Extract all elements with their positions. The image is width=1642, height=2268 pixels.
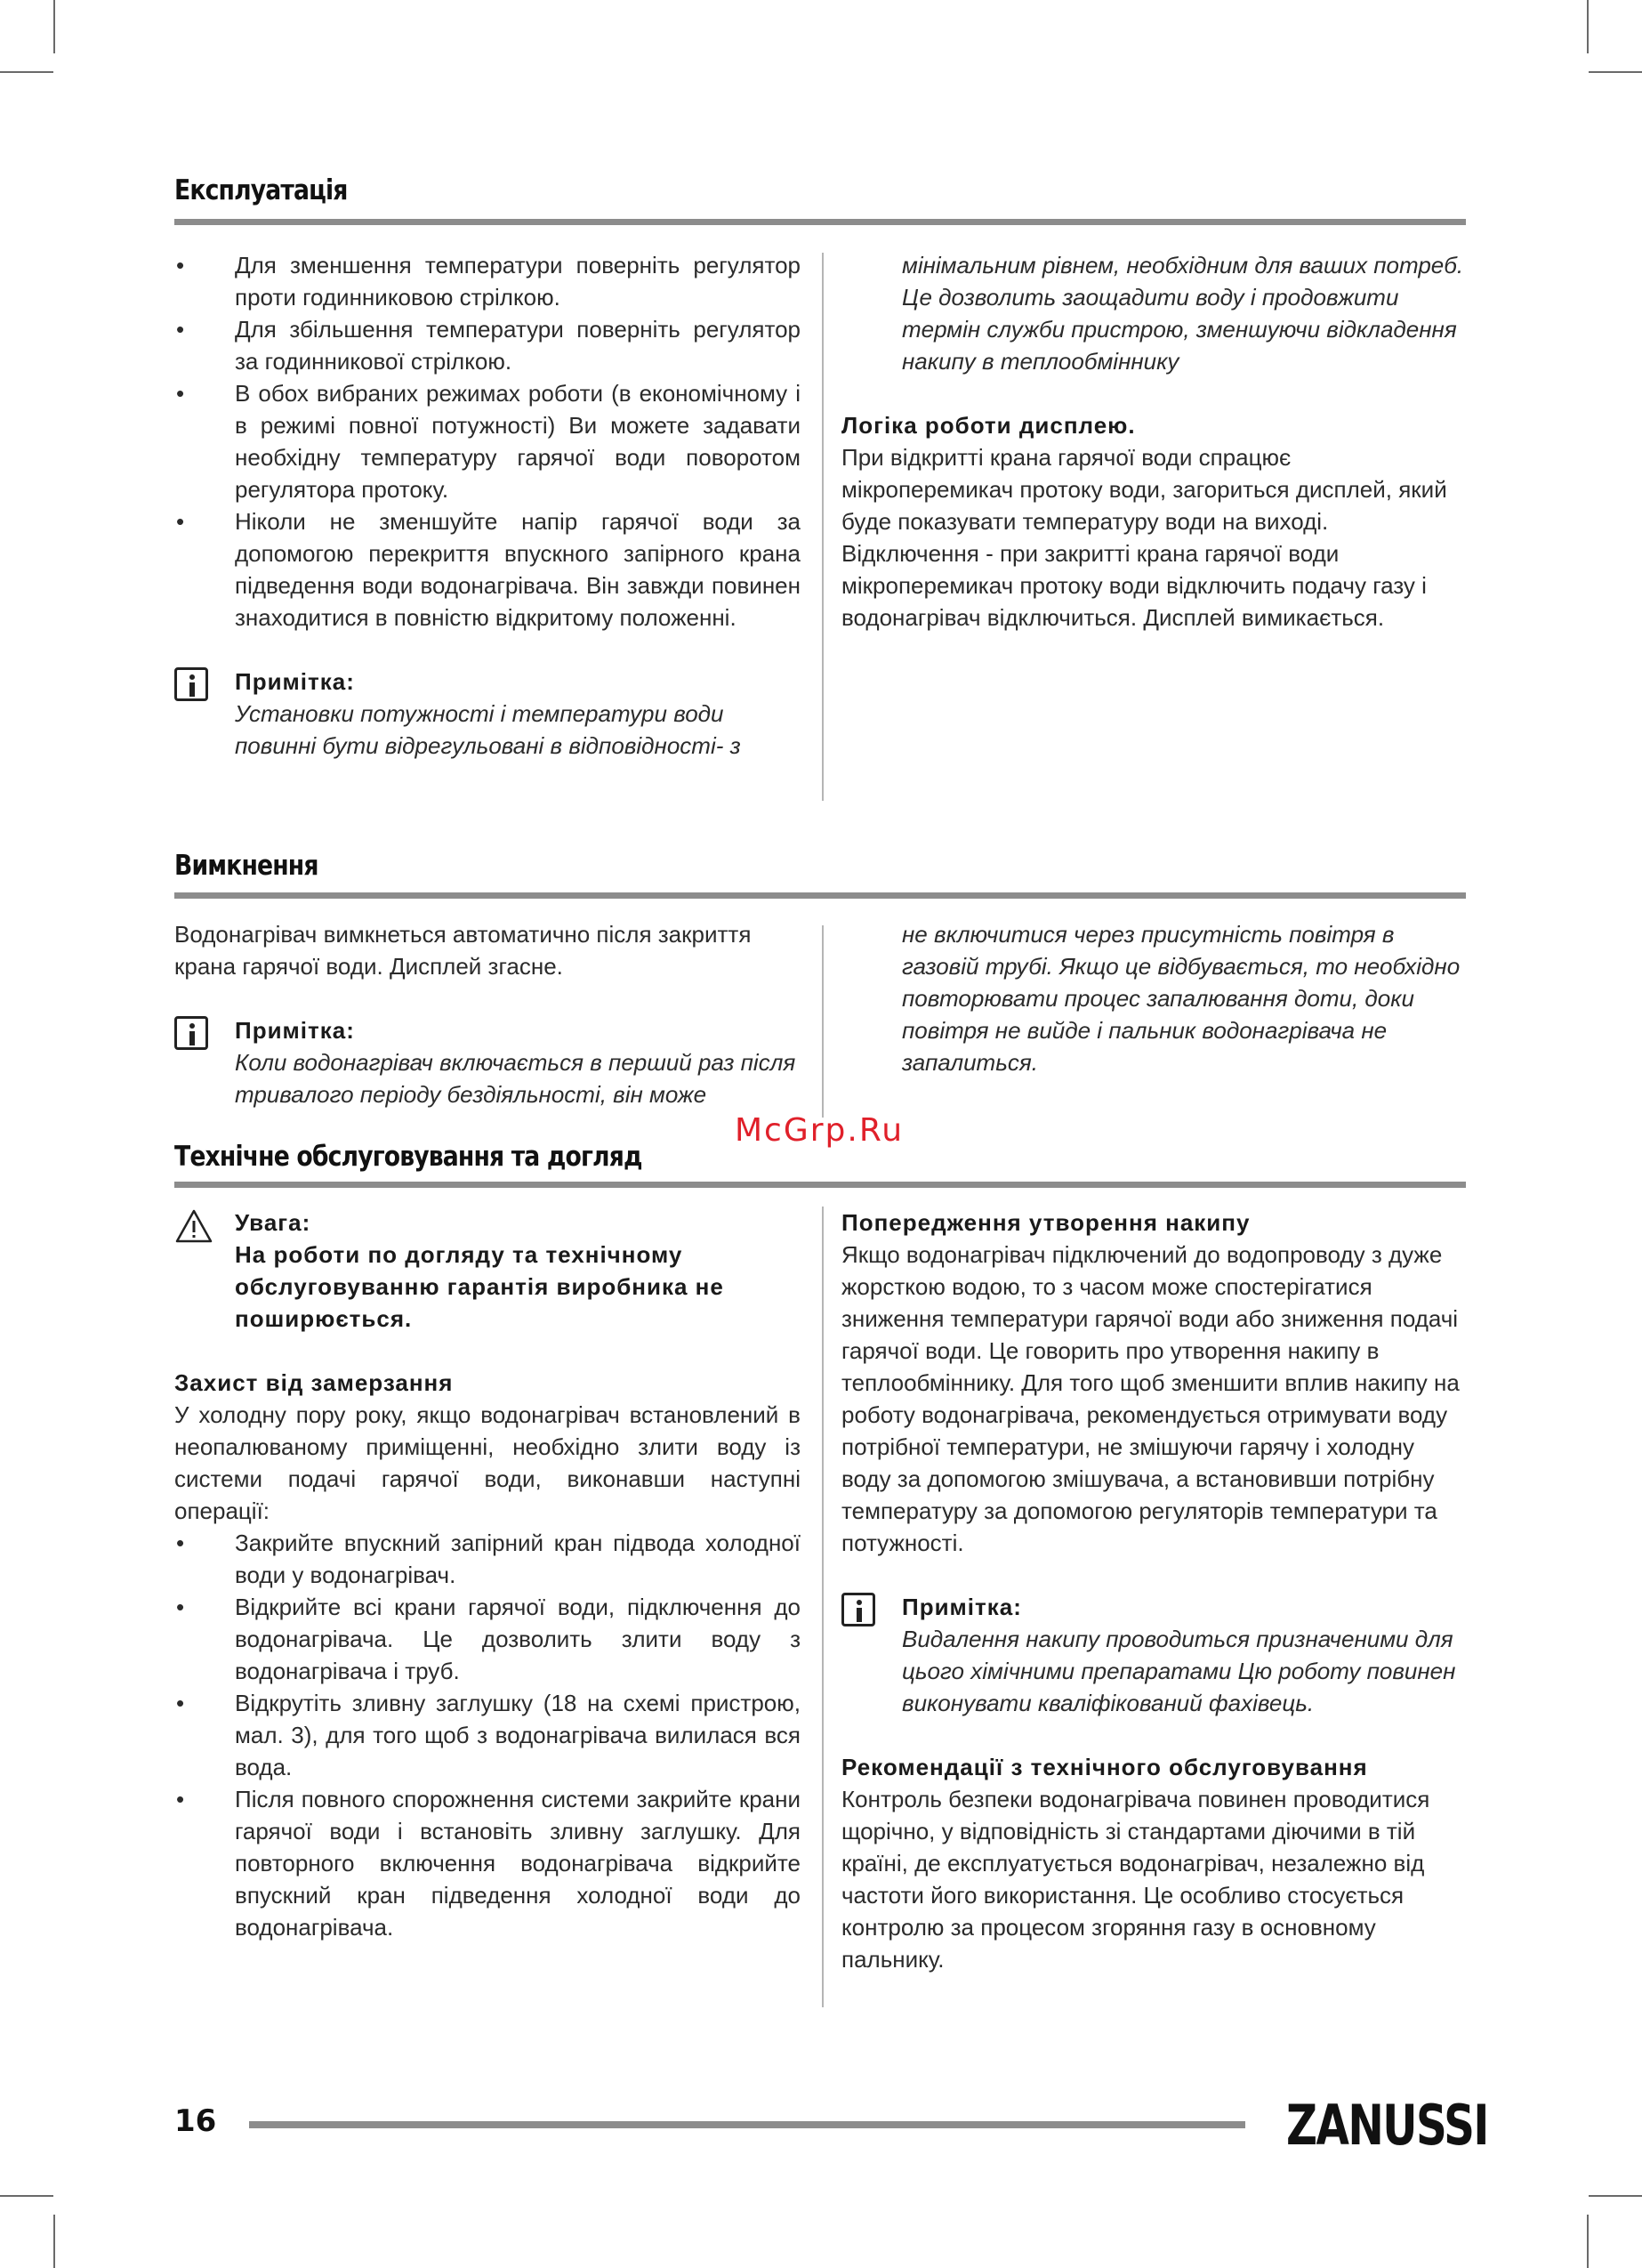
section-shutdown-header [174,850,1466,882]
crop-mark [0,71,53,73]
list-item: • Відкрийте всі крани гарячої води, підключення до водонагрівача. Це дозволить злити воду з водонагрівача і труб. [174,1591,801,1687]
note-text: Видалення накипу проводиться призначеними для цього хімічними препаратами Цю роботу повинен виконувати кваліфікований фахівець. [902,1626,1456,1716]
list-item: • Відкрутіть зливну заглушку (18 на схемі пристрою, мал. 3), для того щоб з водонагрівача вилилася вся вода. [174,1687,801,1783]
paragraph: Якщо водонагрівач підключений до водопроводу з дуже жорсткою водою, то з часом може спостерігатися зниження температури гарячої води або зниження подачі гарячої води. Це говорить про утворення накипу в теплообміннику. Для того щоб зменшити вплив накипу на роботу водонагрівача, рекомендується отримувати воду потрібної температури, не змішуючи гарячу і холодну воду за допомогою змішувача, а встановивши потрібну температуру за допомогою регуляторів температури та потужності. [841,1241,1460,1556]
note-block [174,1014,801,1110]
note-continuation: не включитися через присутність повітря в газовій трубі. Якщо це відбувається, то необхідно повторювати процес запалювання доти, доки повітря не вийде і пальник водонагрівача не запалиться. [902,921,1461,1076]
column-divider [822,925,824,1118]
section1-right-column [841,249,1468,634]
crop-mark [1589,2195,1642,2197]
note-title: Примітка: [235,1017,355,1044]
info-icon [174,667,208,701]
bullet-list [174,1527,801,1943]
crop-mark [0,2195,53,2197]
paragraph: При відкритті крана гарячої води спрацює мікроперемикач протоку води, загориться дисплей, який буде показувати температуру води на виході. Відключення - при закритті крана гарячої води мікроперемикач протоку води відключить подачу газу і водонагрівач відключиться. Дисплей вимикається. [841,444,1447,631]
warning-title: Увага: [235,1209,311,1236]
list-item: • В обох вибраних режимах роботи (в економічному і в режимі повної потужності) Ви можете задавати необхідну температуру гарячої води поворотом регулятора протоку. [174,377,801,505]
crop-mark [1589,71,1642,73]
subhead-scale-prevention: Попередження утворення накипу [841,1209,1251,1236]
subhead-display-logic: Логіка роботи дисплею. [841,412,1136,439]
section2-left-column [174,918,801,1110]
subhead-maintenance-recommendations: Рекомендації з технічного обслуговування [841,1754,1368,1780]
brand-logo: ZANUSSI [1286,2093,1488,2158]
section-operation-header [174,174,1466,206]
section-maintenance-header [174,1141,1466,1173]
list-item: • Для зменшення температури поверніть регулятор проти годинниковою стрілкою. [174,249,801,313]
list-item: • Закрийте впускний запірний кран підвода холодної води у водонагрівач. [174,1527,801,1591]
crop-mark [53,0,55,53]
warning-icon [174,1208,213,1244]
column-divider [822,1207,824,2007]
crop-mark [53,2215,55,2268]
section3-left-column [174,1207,801,1943]
note-block [841,1591,1468,1719]
section-rule [174,219,1466,225]
note-text: Коли водонагрівач включається в перший раз після тривалого періоду бездіяльності, він може [235,1049,796,1108]
list-item: • Ніколи не зменшуйте напір гарячої води за допомогою перекриття впускного запірного крана підведення води водонагрівача. Він завжди повинен знаходитися в повністю відкритому положенні. [174,505,801,634]
list-item: • Після повного спорожнення системи закрийте крани гарячої води і встановіть зливну заглушку. Для повторного включення водонагрівача відкрийте впускний кран підведення холодної води до водонагрівача. [174,1783,801,1943]
section-title: Технічне обслуговування та догляд [174,1141,642,1173]
watermark: McGrp.Ru [735,1112,905,1149]
paragraph: У холодну пору року, якщо водонагрівач встановлений в неопалюваному приміщенні, необхідно злити воду із системи подачі гарячої води, виконавши наступні операції: [174,1401,801,1524]
section1-left-column [174,249,801,762]
section-title: Експлуатація [174,174,348,206]
note-title: Примітка: [235,668,355,695]
subhead-frost-protection: Захист від замерзання [174,1369,454,1396]
page-number: 16 [174,2103,217,2139]
warning-block [174,1207,801,1335]
crop-mark [1587,0,1589,53]
section-rule [174,892,1466,899]
info-icon [841,1593,875,1626]
section-title: Вимкнення [174,850,318,882]
paragraph: Контроль безпеки водонагрівача повинен проводитися щорічно, у відповідність зі стандартами діючими в тій країні, де експлуатується водонагрівач, незалежно від частоти його використання. Це особливо стосується контролю за процесом згоряння газу в основному пальнику. [841,1786,1430,1973]
note-continuation: мінімальним рівнем, необхідним для ваших потреб. Це дозволить заощадити воду і продовжити термін служби пристрою, зменшуючи відкладення накипу в теплообміннику [902,252,1464,375]
note-text: Установки потужності і температури води повинні бути відрегульовані в відповідності- з [235,700,741,759]
crop-mark [1587,2215,1589,2268]
note-title: Примітка: [902,1594,1022,1620]
bullet-list [174,249,801,634]
warning-text: На роботи по догляду та технічному обслуговуванню гарантія виробника не поширюється. [235,1241,724,1332]
info-icon [174,1016,208,1050]
column-divider [822,253,824,801]
footer-rule [249,2121,1245,2128]
note-block [174,666,801,762]
paragraph: Водонагрівач вимкнеться автоматично після закриття крана гарячої води. Дисплей згасне. [174,921,752,980]
section3-right-column [841,1207,1468,1975]
list-item: • Для збільшення температури поверніть регулятор за годинникової стрілкою. [174,313,801,377]
section-rule [174,1182,1466,1188]
section2-right-column [841,918,1468,1078]
